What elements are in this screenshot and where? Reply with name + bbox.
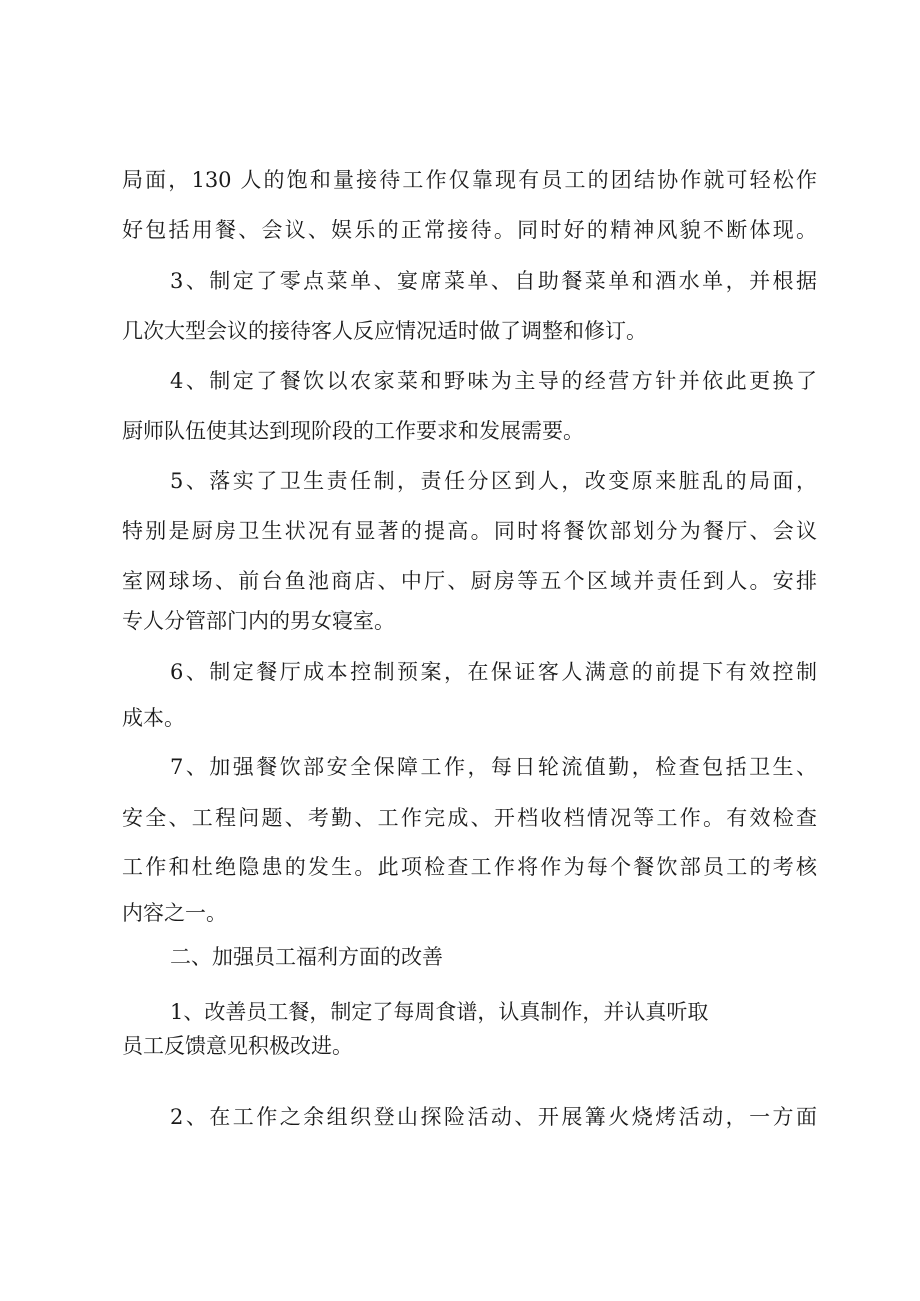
paragraph-line: 工作和杜绝隐患的发生。此项检查工作将作为每个餐饮部员工的考核 [122, 855, 817, 879]
paragraph-line: 室网球场、前台鱼池商店、中厅、厨房等五个区域并责任到人。安排 [122, 569, 817, 593]
section-heading: 二、加强员工福利方面的改善 [170, 945, 443, 969]
paragraph-line: 4、制定了餐饮以农家菜和野味为主导的经营方针并依此更换了 [170, 369, 817, 393]
paragraph-line: 几次大型会议的接待客人反应情况适时做了调整和修订。 [122, 319, 647, 343]
paragraph-line: 5、落实了卫生责任制，责任分区到人，改变原来脏乱的局面， [170, 469, 817, 493]
paragraph-line: 专人分管部门内的男女寝室。 [122, 609, 395, 633]
paragraph-line: 局面，130 人的饱和量接待工作仅靠现有员工的团结协作就可轻松作 [122, 168, 817, 192]
paragraph-line: 厨师队伍使其达到现阶段的工作要求和发展需要。 [122, 419, 584, 443]
paragraph-line: 2、在工作之余组织登山探险活动、开展篝火烧烤活动，一方面 [170, 1105, 817, 1129]
paragraph-line: 1、改善员工餐，制定了每周食谱，认真制作，并认真听取 [170, 1000, 709, 1024]
paragraph-line: 特别是厨房卫生状况有显著的提高。同时将餐饮部划分为餐厅、会议 [122, 519, 817, 543]
paragraph-line: 安全、工程问题、考勤、工作完成、开档收档情况等工作。有效检查 [122, 806, 817, 830]
paragraph-line: 员工反馈意见积极改进。 [122, 1034, 353, 1058]
paragraph-line: 6、制定餐厅成本控制预案，在保证客人满意的前提下有效控制 [170, 660, 817, 684]
paragraph-line: 成本。 [122, 706, 185, 730]
paragraph-line: 好包括用餐、会议、娱乐的正常接待。同时好的精神风貌不断体现。 [122, 218, 817, 242]
paragraph-line: 3、制定了零点菜单、宴席菜单、自助餐菜单和酒水单，并根据 [170, 269, 817, 293]
paragraph-line: 内容之一。 [122, 901, 227, 925]
paragraph-line: 7、加强餐饮部安全保障工作，每日轮流值勤，检查包括卫生、 [170, 755, 817, 779]
